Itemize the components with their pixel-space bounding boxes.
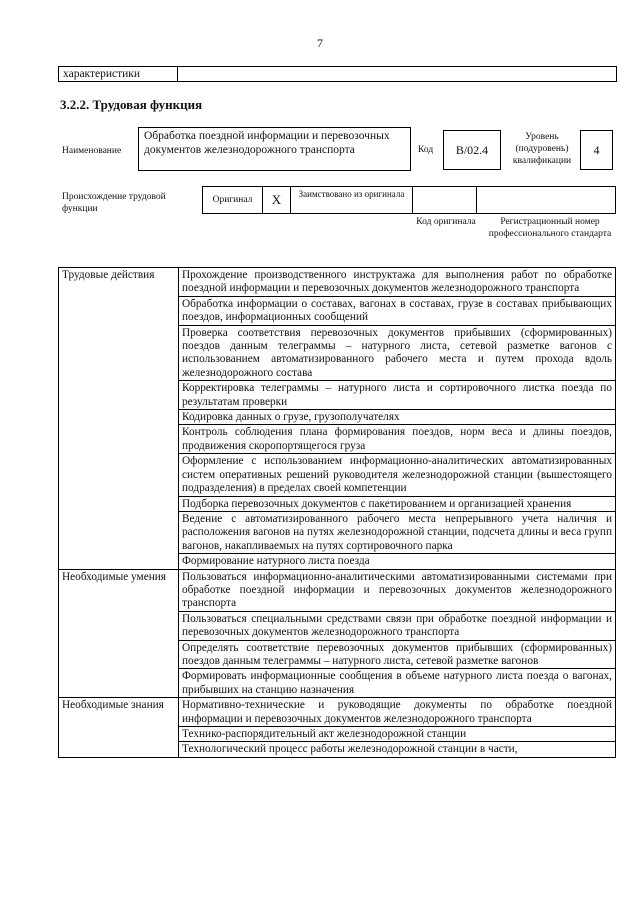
reg-number-cell: [477, 187, 617, 213]
labor-actions-item: Кодировка данных о грузе, грузополучателях: [179, 410, 616, 425]
labor-actions-item: Обработка информации о составах, вагонах в составах, грузе в составах прибывающих поездов, информационных сообщений: [179, 296, 616, 325]
code-original-cell: [413, 187, 477, 213]
table-row: [59, 569, 616, 611]
labor-function-table: [58, 267, 616, 758]
code-value-box: B/02.4: [443, 130, 501, 170]
borrowed-label: Заимствовано из оригинала: [291, 187, 413, 213]
qualification-level-box: 4: [580, 130, 613, 170]
required-knowledge-item: Технико-распорядительный акт железнодорожной станции: [179, 727, 616, 742]
required-knowledge-item: Технологический процесс работы железнодорожной станции в части,: [179, 742, 616, 757]
labor-actions-item: Оформление с использованием информационно-аналитических автоматизированных систем оперативных решений руководителя железнодорожной станции (вышестоящего подразделения) в пределах своей компетенции: [179, 454, 616, 496]
origin-label: Происхождение трудовой функции: [62, 192, 166, 214]
required-skills-item: Пользоваться специальными средствами связи при обработке поездной информации и перевозочных документов железнодорожного транспорта: [179, 611, 616, 640]
labor-actions-item: Формирование натурного листа поезда: [179, 554, 616, 569]
required-skills-item: Определять соответствие перевозочных документов прибывших (сформированных) поездов данным телеграммы – натурного листа, сетевой разметке вагонов: [179, 640, 616, 669]
table-row: [59, 698, 616, 727]
previous-table-cell: характеристики: [59, 67, 178, 81]
required-knowledge-item: Нормативно-технические и руководящие документы по обработке поездной информации и перевозочных документов железнодорожного транспорта: [179, 698, 616, 727]
qualification-level-label: Уровень (подуровень) квалификации: [512, 132, 572, 166]
labor-actions-item: Контроль соблюдения плана формирования поездов, норм веса и длины поездов, продвижения скоропортящегося груза: [179, 425, 616, 454]
labor-actions-item: Подборка перевозочных документов с пакетированием и организацией хранения: [179, 496, 616, 511]
page-number: 7: [317, 36, 323, 50]
labor-actions-item: Ведение с автоматизированного рабочего места непрерывного учета наличия и расположения вагонов на путях железнодорожной станции, подсчета длины и веса групп вагонов, накапливаемых на путях сортировочного парка: [179, 511, 616, 553]
name-label: Наименование: [62, 146, 122, 156]
required-skills-item: Пользоваться информационно-аналитическими автоматизированными системами при обработке поездной информации и перевозочных документов железнодорожного транспорта: [179, 569, 616, 611]
required-knowledge-label: Необходимые знания: [59, 698, 179, 758]
code-original-caption: Код оригинала: [416, 217, 476, 227]
code-label: Код: [418, 145, 434, 155]
labor-actions-item: Прохождение производственного инструктажа для выполнения работ по обработке поездной информации и перевозочных документов железнодорожного транспорта: [179, 268, 616, 297]
section-title: 3.2.2. Трудовая функция: [60, 97, 203, 112]
required-skills-item: Формировать информационные сообщения в объеме натурного листа поезда о вагонах, прибывших на станцию назначения: [179, 669, 616, 698]
function-name-box: Обработка поездной информации и перевозочных документов железнодорожного транспорта: [138, 127, 411, 171]
table-row: [59, 268, 616, 297]
labor-actions-item: Проверка соответствия перевозочных документов прибывших (сформированных) поездов данным телеграммы – натурного листа, сетевой разметке вагонов с использованием автоматизированного рабочего места и путем прохода вдоль железнодорожного состава: [179, 325, 616, 381]
origin-table: [202, 186, 616, 214]
original-mark: X: [263, 187, 291, 213]
previous-table-row: [58, 66, 617, 82]
labor-actions-item: Корректировка телеграммы – натурного листа и сортировочного листка поезда по результатам проверки: [179, 381, 616, 410]
labor-actions-label: Трудовые действия: [59, 268, 179, 570]
original-label: Оригинал: [203, 187, 263, 213]
reg-number-caption: Регистрационный номер профессионального стандарта: [488, 217, 612, 239]
required-skills-label: Необходимые умения: [59, 569, 179, 698]
